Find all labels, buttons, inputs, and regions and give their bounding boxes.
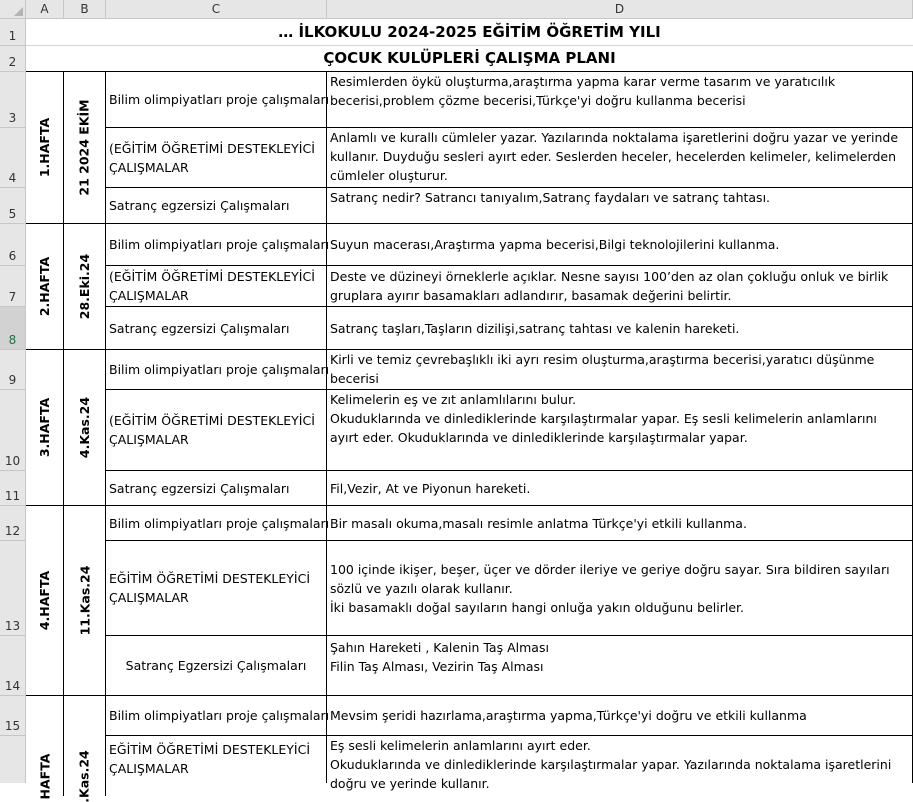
activity-name: Satranç egzersizi Çalışmaları — [106, 307, 327, 350]
week-date: 11.Kas.24 — [64, 506, 106, 696]
column-header-a[interactable]: A — [26, 0, 64, 19]
activity-description: Resimlerden öykü oluşturma,araştırma yapma karar verme tasarım ve yaratıcılık becerisi,problem çözme becerisi,Türkçe'yi doğru kullanma becerisi — [327, 72, 913, 128]
activity-name: Satranç egzersizi Çalışmaları — [106, 188, 327, 224]
activity-description: Kelimelerin eş ve zıt anlamlılarını bulur. Okuduklarında ve dinlediklerinde karşılaştırmalar yapar. Eş sesli kelimelerin anlamlarını ayırt eder. Okuduklarında ve dinlediklerinde karşılaştırmalar yapar. — [327, 390, 913, 471]
title-line-1: … İLKOKULU 2024-2025 EĞİTİM ÖĞRETİM YILI — [278, 23, 661, 41]
activity-name: EĞİTİM ÖĞRETİMİ DESTEKLEYİCİ ÇALIŞMALAR — [106, 541, 327, 636]
row-header-6[interactable]: 6 — [0, 224, 26, 266]
activity-description: Satranç nedir? Satrancı tanıyalım,Satranç faydaları ve satranç tahtası. — [327, 188, 913, 224]
column-header-d[interactable]: D — [327, 0, 913, 19]
row-header-3[interactable]: 3 — [0, 72, 26, 128]
week-label: 3.HAFTA — [26, 350, 64, 506]
activity-description: Deste ve düzineyi örneklerle açıklar. Nesne sayısı 100’den az olan çokluğu onluk ve birlik gruplara ayırır basamakları adlandırır, basamak değerini belirtir. — [327, 266, 913, 307]
activity-description: Eş sesli kelimelerin anlamlarını ayırt eder. Okuduklarında ve dinlediklerinde karşılaştırmalar yapar. Yazılarında noktalama işaretlerini doğru ve yerinde kullanır. — [327, 736, 913, 783]
week-label: 4.HAFTA — [26, 506, 64, 696]
activity-name: Satranç Egzersizi Çalışmaları — [106, 636, 327, 696]
row-header-16[interactable] — [0, 736, 26, 783]
activity-description: 100 içinde ikişer, beşer, üçer ve dörder ileriye ve geriye doğru sayar. Sıra bildiren sayıları sözlü ve yazılı olarak kullanır. İki basamaklı doğal sayıların hangi onluğa yakın olduğunu belirler. — [327, 541, 913, 636]
activity-description: Satranç taşları,Taşların dizilişi,satranç tahtası ve kalenin hareketi. — [327, 307, 913, 350]
row-header-4[interactable]: 4 — [0, 128, 26, 188]
activity-name: Bilim olimpiyatları proje çalışmaları — [106, 506, 327, 541]
activity-name: Bilim olimpiyatları proje çalışmaları — [106, 350, 327, 390]
week-date: 4.Kas.24 — [64, 350, 106, 506]
week-label: HAFTA — [26, 696, 64, 796]
row-header-9[interactable]: 9 — [0, 350, 26, 390]
activity-name: Bilim olimpiyatları proje çalışmaları — [106, 696, 327, 736]
select-all-corner[interactable] — [0, 0, 26, 19]
activity-description: Kirli ve temiz çevrebaşlıklı iki ayrı resim oluşturma,araştırma becerisi,yaratıcı düşünme becerisi — [327, 350, 913, 390]
activity-description: Bir masalı okuma,masalı resimle anlatma Türkçe'yi etkili kullanma. — [327, 506, 913, 541]
row-header-10[interactable]: 10 — [0, 390, 26, 471]
row-header-2[interactable]: 2 — [0, 46, 26, 72]
row-header-12[interactable]: 12 — [0, 506, 26, 541]
activity-description: Anlamlı ve kurallı cümleler yazar. Yazılarında noktalama işaretlerini doğru yazar ve yerinde kullanır. Duyduğu sesleri ayırt eder. Seslerden heceler, hecelerden kelimeler, kelimelerden cümleler oluşturur. — [327, 128, 913, 188]
row-header-11[interactable]: 11 — [0, 471, 26, 506]
week-label: 1.HAFTA — [26, 72, 64, 224]
row-header-7[interactable]: 7 — [0, 266, 26, 307]
activity-name: (EĞİTİM ÖĞRETİMİ DESTEKLEYİCİ ÇALIŞMALAR — [106, 128, 327, 188]
activity-name: (EĞİTİM ÖĞRETİMİ DESTEKLEYİCİ ÇALIŞMALAR — [106, 266, 327, 307]
activity-name: Satranç egzersizi Çalışmaları — [106, 471, 327, 506]
column-header-b[interactable]: B — [64, 0, 106, 19]
activity-description: Suyun macerası,Araştırma yapma becerisi,Bilgi teknolojilerini kullanma. — [327, 224, 913, 266]
activity-description: Fil,Vezir, At ve Piyonun hareketi. — [327, 471, 913, 506]
week-date: .Kas.24 — [64, 696, 106, 796]
column-header-c[interactable]: C — [106, 0, 327, 19]
activity-name: (EĞİTİM ÖĞRETİMİ DESTEKLEYİCİ ÇALIŞMALAR — [106, 390, 327, 471]
week-date: 28.Eki.24 — [64, 224, 106, 350]
row-header-14[interactable]: 14 — [0, 636, 26, 696]
activity-description: Mevsim şeridi hazırlama,araştırma yapma,Türkçe'yi doğru ve etkili kullanma — [327, 696, 913, 736]
activity-name: Bilim olimpiyatları proje çalışmaları — [106, 72, 327, 128]
activity-name: Bilim olimpiyatları proje çalışmaları — [106, 224, 327, 266]
row-header-15[interactable]: 15 — [0, 696, 26, 736]
row-header-8[interactable]: 8 — [0, 307, 26, 350]
week-date: 21 2024 EKİM — [64, 72, 106, 224]
activity-description: Şahın Hareketi , Kalenin Taş Alması Filin Taş Alması, Vezirin Taş Alması — [327, 636, 913, 696]
activity-name: EĞİTİM ÖĞRETİMİ DESTEKLEYİCİ ÇALIŞMALAR — [106, 736, 327, 783]
week-label: 2.HAFTA — [26, 224, 64, 350]
title-line-2: ÇOCUK KULÜPLERİ ÇALIŞMA PLANI — [26, 46, 913, 72]
row-header-5[interactable]: 5 — [0, 188, 26, 224]
row-header-1[interactable]: 1 — [0, 19, 26, 46]
row-header-13[interactable]: 13 — [0, 541, 26, 636]
